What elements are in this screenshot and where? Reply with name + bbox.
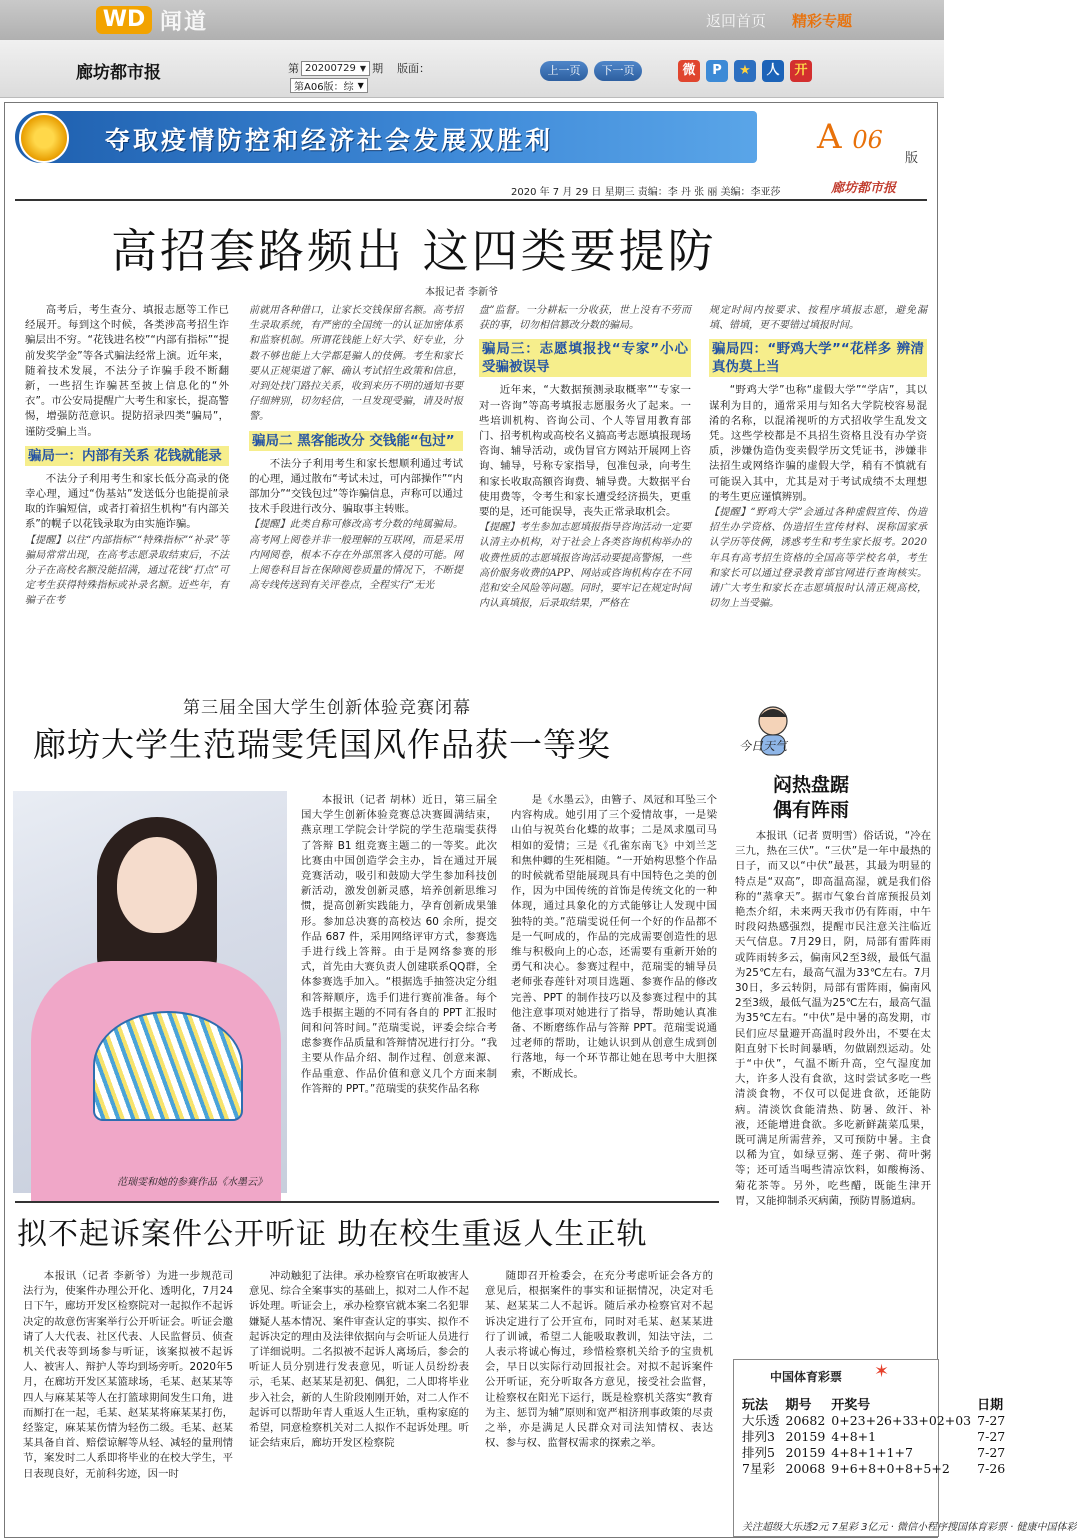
featured-link[interactable]: 精彩专题: [792, 12, 853, 30]
edition-ban: 版: [905, 151, 919, 166]
column-header: 日期: [977, 1398, 1004, 1413]
tip-paragraph: 规定时间内按要求、按程序填报志愿，避免漏填、错填，更不要错过填报时间。: [709, 305, 927, 332]
article3-column-1: [23, 1269, 233, 1533]
paragraph: 是《水墨云》，由簪子、凤冠和耳坠三个内容构成。她引用了三个爱情故事，一是梁山伯与祝英台化蝶的故事；二是凤求凰司马相如的爱情；三是《孔雀东南飞》中刘兰芝和焦仲卿的生死相随。“一开始构思整个作品的时候就希望能展现具有中国特色之美的创作，因为中国传统的首饰是传统文化的一种体现，通过具象化的方式能够让人发现中国独特的美。”范瑞雯说任何一个好的作品都不是一气呵成的，作品的完成需要创造性的思维与积极向上的心态，还需要有重新开始的勇气和决心。参赛过程中，范瑞雯的辅导员老师张春莲针对项目选题、参赛作品的修改完善、PPT 的制作技巧以及参赛过程中的其他注意事项对她进行了指导，帮助她认真准备、不断磨练作品与答辩 PPT。范瑞雯说通过老师的帮助，让她认识到从创意生成到创行落地，每一个环节都让她在思考中大胆探索，不断成长。: [511, 794, 717, 1080]
article1-byline: 本报记者 李新爷: [425, 287, 499, 298]
weather-title-line2: 偶有阵雨: [773, 799, 850, 821]
site-logo[interactable]: [96, 6, 208, 34]
favorite-star-icon[interactable]: ★: [734, 60, 756, 82]
table-cell: 20682: [785, 1413, 826, 1428]
article1-column-3: [479, 303, 691, 675]
weather-title-line1: 闷热盘踞: [773, 774, 850, 796]
paragraph: 本报讯（记者 胡林）近日，第三届全国大学生创新体验竞赛总决赛圆满结束，燕京理工学院会计学院的学生范瑞雯获得了答辩 B1 组竞赛主题二的一等奖。此次比赛由中国创造学会主办，旨在通过开展竞赛活动，吸引和鼓励大学生参加科技创新活动，激发创新灵感，培养创新思维习惯，提高创新实践能力，孕育创新成果雏形。参加总决赛的高校达 60 余所，提交作品 687 件，采用网络评审方式，参赛选手进行线上答辩。由于是网络参赛的形式，首先由大赛负责人创建联系QQ群，全体参赛选手加入。“根据选手抽签决定分组和答辩顺序，选手们进行赛前准备。每个选手根据主题的不同有各自的 PPT 汇报时间和问答时间。”范瑞雯说，评委会综合考虑参赛作品质量和答辩情况进行打分。“我主要从作品介绍、制作过程、创意来源、作品重意、作品价值和意义几个方面来制作答辩的 PPT。”范瑞雯的获奖作品名称: [301, 794, 497, 1095]
tip-paragraph: 盘”监督。一分耕耘一分收获，世上没有不劳而获的事，切勿相信篡改分数的骗局。: [479, 305, 691, 332]
paragraph: “野鸡大学”也称“虚假大学”“学店”，其以谋利为目的，通常采用与知名大学院校容易混淆的名称，以混淆视听的方式招收学生乱发文凭。这些学校都是不具招生资格且没有办学资质，涉嫌伪造伪变卖假学历文凭证书，涉嫌非法招生或网络诈骗的虚假大学，稍有不慎就有可能误入其中，尤其是对于考试成绩不太理想的考生更应谨慎辨别。: [709, 384, 927, 503]
tip-paragraph: 【提醒】以往“内部指标”“特殊指标”“补录”等骗局常常出现，在高考志愿录取结束后，不法分子在高校名额没能招满，通过花钱“打点”可定考生获得特殊指标或补录名额。近些年，有骗子在考: [25, 534, 229, 607]
table-cell: 排列5: [742, 1445, 775, 1460]
table-cell: 大乐透: [742, 1413, 780, 1428]
divider: [15, 1201, 719, 1203]
paragraph: 本报讯（记者 李新爷）为进一步规范司法行为，使案件办理公开化、透明化，7月24日下午，廊坊开发区检察院对一起拟作不起诉决定的故意伤害案举行公开听证会。听证会邀请了人大代表、社区代表、人民监督员、侦查机关代表等到场参与听证，该案拟被不起诉人、被害人、辩护人等均到场旁听。2020年5月，在廊坊开发区某篮球场，毛某、赵某某等四人与麻某某等人在打篮球期间发生口角，进而厮打在一起，毛某、赵某某将麻某某打伤，经鉴定，麻某某伤情为轻伤二级。毛某、赵某某具备自首、赔偿谅解等从轻、减轻的量刑情节，案发时二人系即将毕业的在校大学生，平日表现良好，无前科劣迹，因一时: [23, 1270, 233, 1480]
article2-photo: [13, 791, 287, 1193]
article3-column-2: [249, 1269, 469, 1533]
chevron-down-icon: ▼: [359, 63, 367, 73]
renren-icon[interactable]: 人: [762, 60, 784, 82]
article1-subhead-3: 骗局三：志愿填报找“专家”小心受骗被误导: [479, 339, 691, 377]
photo-caption: 范瑞雯和她的参赛作品《水墨云》: [117, 1177, 267, 1188]
article2-title: 廊坊大学生范瑞雯凭国风作品获一等奖: [33, 725, 611, 764]
article1-title: 高招套路频出 这四类要提防: [111, 224, 717, 278]
paragraph: 冲动触犯了法律。承办检察官在听取被害人意见、综合全案事实的基础上，拟对二人作不起诉处理。听证会上，承办检察官就本案二名犯罪嫌疑人基本情况、案件审查认定的事实、拟作不起诉决定的理由及法律依据向与会听证人员进行了详细说明。二名拟被不起诉人离场后，参会的听证人员分别进行发表意见，听证人员纷纷表示，毛某、赵某某是初犯、偶犯，二人即将毕业步入社会，新的人生阶段刚刚开始，对二人作不起诉可以帮助年青人重返人生正轨，重构家庭的希望，同意检察机关对二人拟作不起诉处理。听证会结束后，廊坊开发区检察院: [249, 1270, 469, 1450]
weather-badge-text: 今日天气: [739, 739, 788, 753]
edition-number: [817, 117, 883, 157]
virus-icon: [19, 113, 69, 163]
table-cell: 7星彩: [742, 1461, 775, 1476]
issue-toolbar: [0, 40, 944, 98]
qzone-icon[interactable]: P: [706, 60, 728, 82]
article1-subhead-1: 骗局一：内部有关系 花钱就能录: [25, 446, 229, 466]
next-page-button[interactable]: 下一页: [594, 61, 642, 81]
edition-digits: 06: [852, 126, 883, 154]
weather-title: [773, 773, 849, 823]
photo-face: [117, 837, 197, 933]
tip-paragraph: 【提醒】此类自称可修改高考分数的纯属骗局。高考网上阅卷并非一般理解的互联网，而是采用内网阅卷，根本不存在外部黑客入侵的可能。网上阅卷科目旨在保障阅卷质量的情况下，不断提高专线传送到有关评卷点，全程实行“无光: [249, 519, 463, 592]
photo-artwork: [93, 1011, 243, 1121]
table-cell: 9+6+8+0+8+5+2: [831, 1461, 950, 1476]
banner-title: 夺取疫情防控和经济社会发展双胜利: [105, 126, 554, 155]
lottery-table: [742, 1394, 1011, 1477]
column-header: 开奖号: [831, 1398, 871, 1413]
table-cell: 7-26: [977, 1461, 1006, 1476]
weather-illustration-icon: [751, 703, 837, 763]
article2-column-1: [301, 793, 497, 1197]
masthead: 廊坊都市报: [831, 181, 897, 196]
table-cell: 4+8+1+1+7: [831, 1445, 913, 1460]
table-cell: 20068: [785, 1461, 826, 1476]
paragraph: 不法分子利用考生和家长低分高录的侥幸心理，通过“伪基站”发送低分也能提前录取的诈骗短信，或者打着招生机构“有内部关系”的幌子以花钱录取为由实施诈骗。: [25, 472, 229, 531]
table-cell: 20159: [785, 1429, 826, 1444]
table-cell: 0+23+26+33+02+03: [831, 1413, 972, 1428]
issue-prefix: 第: [288, 62, 299, 75]
table-row: [742, 1445, 1011, 1461]
divider: [15, 199, 927, 201]
table-row: [742, 1461, 1011, 1477]
weather-column: [735, 829, 931, 1353]
logo-text: 闻道: [160, 9, 209, 35]
lottery-results-box: [733, 1359, 1077, 1537]
article2-column-2: [511, 793, 717, 1197]
paragraph: 高考后，考生查分、填报志愿等工作已经展开。每到这个时候，各类涉高考招生诈骗层出不穷。“花钱进名校”“内部有指标”“提前发奖学金”等各式骗法经常上演。近年来，随着技术发展，不法分子诈骗手段不断翻新，一些招生诈骗甚至披上信息化的“外衣”。市公安局提醒广大考生和家长，提高警惕，增强防范意识。提防招录四类“骗局”，谨防受骗上当。: [25, 304, 229, 438]
article1-column-2: [249, 303, 463, 675]
paragraph: 不法分子利用考生和家长想顺利通过考试的心理，通过散布“考试未过，可内部操作”“内部加分”“交钱包过”等诈骗信息，声称可以通过技术手段进行改分、骗取事主转账。: [249, 457, 463, 516]
site-header: [0, 0, 944, 40]
home-link[interactable]: 返回首页: [706, 12, 767, 30]
article1-column-4: [709, 303, 927, 675]
chevron-down-icon: ▼: [357, 81, 364, 90]
table-header-row: [742, 1394, 1011, 1413]
weibo-icon[interactable]: 微: [678, 60, 700, 82]
article3-column-3: [485, 1269, 713, 1533]
dateline: 2020 年 7 月 29 日 星期三 责编：李 丹 张 丽 美编：李亚莎: [511, 187, 781, 198]
page-select[interactable]: [290, 78, 368, 93]
paragraph: 随即召开检委会，在充分考虑听证会各方的意见后，根据案件的事实和证据情况，决定对毛某、赵某某二人不起诉。随后承办检察官对不起诉决定进行了公开宣布，同时对毛某、赵某某进行了训诫，希望二人能吸取教训，知法守法，二人表示将诚心悔过，珍惜检察机关给予的宝贵机会，早日以实际行动回报社会。对拟不起诉案件公开听证，充分听取各方意见，接受社会监督，让检察权在阳光下运行，既是检察机关落实“教育为主、惩罚为辅”原则和宽严相济刑事政策的尽责之举，亦是满足人民群众对司法知情权、表达权、参与权、监督权需求的探索之举。: [485, 1270, 713, 1450]
column-header: 玩法: [742, 1398, 769, 1413]
table-row: [742, 1429, 1011, 1445]
table-cell: 排列3: [742, 1429, 775, 1444]
table-cell: 7-27: [977, 1429, 1006, 1444]
newspaper-page: [4, 102, 1077, 1538]
issue-selector-row: [288, 60, 430, 76]
tip-paragraph: 【提醒】考生参加志愿填报指导咨询活动一定要认清主办机构，对于社会上各类咨询机构举办的收费性质的志愿填报咨询活动要提高警惕，一些高价服务收费的APP、网站或咨询机构存在不同范和安全风险等问题。同时，要牢记在规定时间内认真填报，后录取结果，严格在: [479, 522, 691, 610]
tip-paragraph: 【提醒】“野鸡大学”会通过各种虚假宣传、伪造招生办学资格、伪造招生宣传材料、误称国家承认学历等伎俩，诱惑考生和考生家长报考。2020年具有高考招生资格的全国高等学校名单，考生和家长可以通过登录教育部官网进行查询核实。请广大考生和家长在志愿填报时认清正规高校，切勿上当受骗。: [709, 507, 927, 610]
article1-subhead-4: 骗局四：“野鸡大学”“花样多 辨清真伪莫上当: [709, 339, 927, 377]
table-cell: 4+8+1: [831, 1429, 877, 1444]
section-banner: [15, 111, 757, 163]
lottery-footer: 关注超级大乐透2元 7星彩 3亿元 · 微信小程序搜国体育彩票 · 健康中国体彩: [742, 1522, 1077, 1533]
table-cell: 20159: [785, 1445, 826, 1460]
logo-mark: WD: [96, 6, 152, 34]
lottery-title: 中国体育彩票: [770, 1370, 843, 1384]
issue-select-value: 20200729: [305, 62, 356, 74]
prev-page-button[interactable]: 上一页: [540, 61, 588, 81]
article2-kicker: 第三届全国大学生创新体验竞赛闭幕: [183, 698, 471, 718]
issue-select[interactable]: [301, 61, 370, 76]
kaixin-icon[interactable]: 开: [790, 60, 812, 82]
paragraph: 近年来，“大数据预测录取概率”“专家一对一咨询”等高考填报志愿服务火了起来。一些培训机构、咨询公司、个人等冒用教育部门、招考机构或高校名义搞高考志愿填报现场咨询、辅导活动，或伪冒官方网站开展网上咨询、辅导，号称专家指导，包准包录，向考生和家长收取高额咨询费、辅导费。大数据平台使用费等，令考生和家长遭受经济损失，更重要的是，还可能误导，丧失正常录取机会。: [479, 384, 691, 519]
issue-suffix: 期: [372, 62, 384, 75]
lottery-logo-icon: ✶: [874, 1361, 890, 1382]
article1-column-1: [25, 303, 229, 675]
page-label: 版面：: [397, 62, 431, 75]
page-selector-row: [288, 78, 370, 93]
column-header: 期号: [785, 1398, 812, 1413]
paragraph: 本报讯（记者 贾明雪）俗话说，“冷在三九，热在三伏”。“三伏”是一年中最热的日子，而又以“中伏”最甚，其最为明显的特点是“双高”，即高温高湿，就是我们俗称的“蒸拿天”。据市气象台首席预报员刘艳杰介绍，未来两天我市仍有阵雨，中午时段闷热感强烈，提醒市民注意关注临近天气信息。7月29日，阴，局部有雷阵雨或阵雨转多云，偏南风2至3级，最低气温为25℃左右，最高气温为33℃左右。7月30日，多云转阴，局部有雷阵雨，偏南风2至3级，最低气温为25℃左右，最高气温为35℃左右。“中伏”是中暑的高发期，市民们应尽量避开高温时段外出，不要在太阳直射下长时间暴晒，勿做剧烈运动。处于“中伏”，气温不断升高，空气湿度加大，许多人没有食欲，这时尝试多吃一些清淡食物，不仅可以促进食欲，还能防病。清淡饮食能清热、防暑、敛汗、补液，还能增进食欲。多吃新鲜蔬菜瓜果，既可满足所需营养，又可预防中暑。主食以稀为宜，如绿豆粥、莲子粥、荷叶粥等；还可适当喝些清凉饮料，如酸梅汤、菊花茶等。另外，吃些醋，既能生津开胃，又能抑制杀灭病菌，预防胃肠道病。: [735, 830, 931, 1207]
table-cell: 7-27: [977, 1445, 1006, 1460]
edition-letter: A: [817, 117, 842, 157]
paper-name: 廊坊都市报: [76, 63, 161, 83]
table-row: [742, 1413, 1011, 1429]
article3-title: 拟不起诉案件公开听证 助在校生重返人生正轨: [17, 1217, 648, 1252]
tip-paragraph: 前就用各种借口，让家长交钱保留名额。高考招生录取系统，有严密的全国统一的认证加密体系和监察机制。所谓花钱能上好大学、好专业，分数不够也能上大学都是骗人的伎俩。考生和家长要从正规渠道了解、确认考试招生政策和信息，对到处找门路拉关系，收到来历不明的通知书要仔细辨别，切勿轻信，一旦发现受骗，请及时报警。: [249, 305, 463, 423]
table-cell: 7-27: [977, 1413, 1006, 1428]
page-select-value: 第A06版：综: [294, 82, 354, 93]
article1-subhead-2: 骗局二 黑客能改分 交钱能“包过”: [249, 431, 463, 451]
